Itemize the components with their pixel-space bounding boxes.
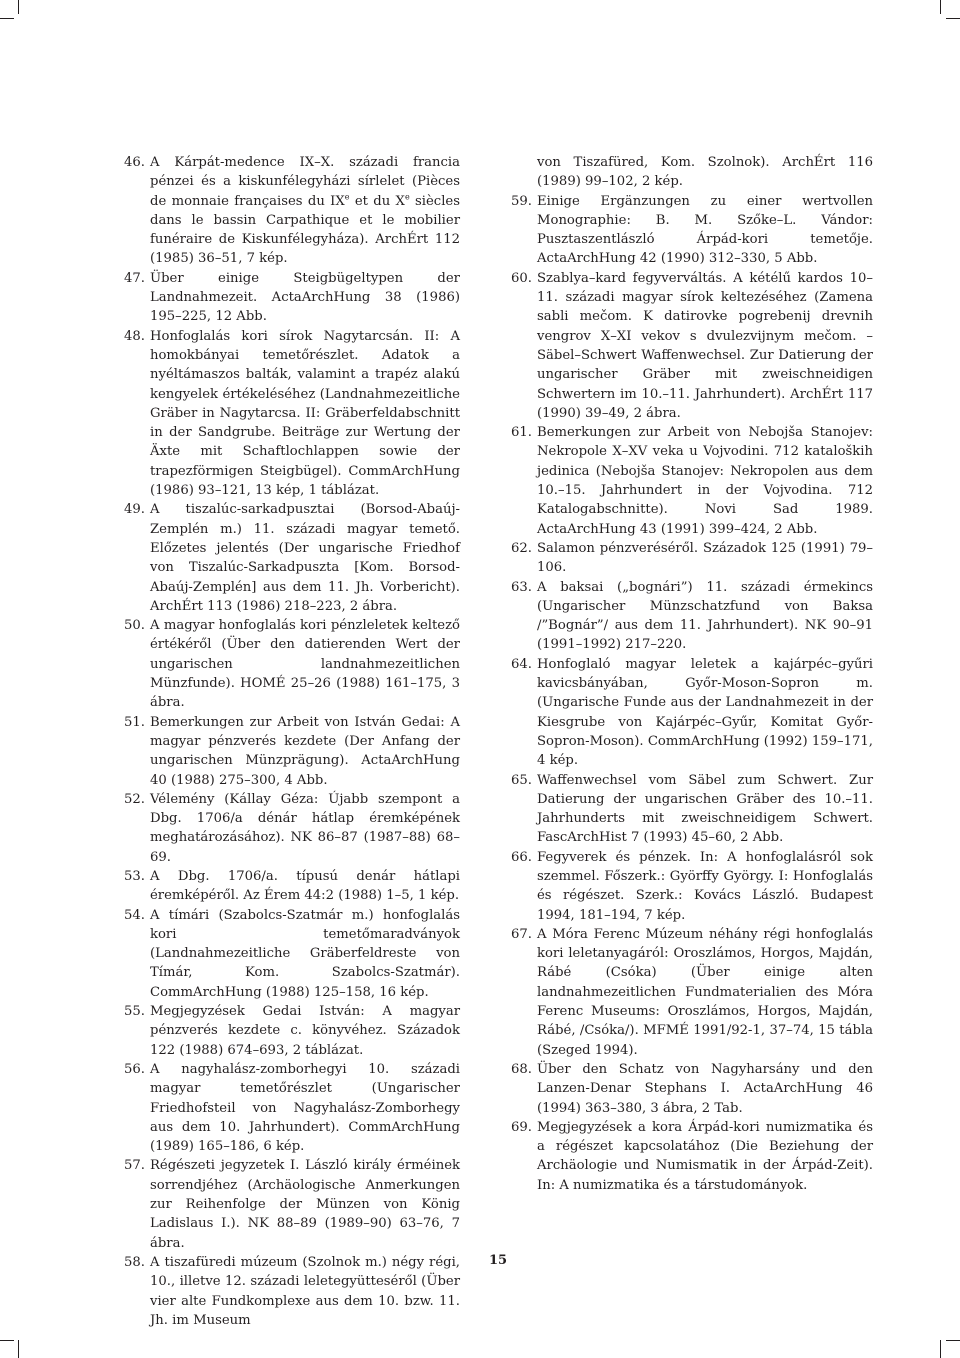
crop-mark-bottom-right xyxy=(940,1340,941,1358)
crop-mark-right-bottom xyxy=(946,1340,960,1341)
reference-text: A nagyhalász-zomborhegyi 10. századi magyar temetőrészlet (Ungarischer Friedhofsteil von Nagyhalász-Zomborhegy aus dem 10. Jahrhundert). CommArchHung (1989) 165–186, 6 kép. xyxy=(150,1061,460,1155)
reference-entry xyxy=(124,1002,460,1060)
reference-number: 58. xyxy=(124,1254,145,1270)
reference-entry xyxy=(511,771,873,848)
reference-number: 52. xyxy=(124,791,145,807)
reference-number: 60. xyxy=(511,270,532,286)
reference-text: Régészeti jegyzetek I. László király érméinek sorrendjéhez (Archäologische Anmerkungen zur Reihenfolge der Münzen von König Ladislaus I.). NK 88–89 (1989–90) 63–76, 7 ábra. xyxy=(150,1158,460,1251)
reference-entry xyxy=(511,925,873,1060)
reference-text: von Tiszafüred, Kom. Szolnok). ArchÉrt 116 (1989) 99–102, 2 kép. xyxy=(537,155,873,190)
reference-text: Einige Ergänzungen zu einer wertvollen Monographie: B. M. Szőke–L. Vándor: Pusztaszentlászló Árpád-kori temetője. ActaArchHung 42 (1990) 312–330, 5 Abb. xyxy=(537,193,873,267)
reference-number: 47. xyxy=(124,270,145,286)
reference-text: Bemerkungen zur Arbeit von Nebojša Stanojev: Nekropole X–XV veka u Vojvodini. 712 kataloških jedinica (Nebojša Stanojev: Nekropolen aus dem 10.–15. Jahrhundert in der Vojvodina. 712 Katalogabschnitte). Novi Sad 1989. ActaArchHung 43 (1991) 399–424, 2 Abb. xyxy=(537,425,873,537)
reference-entry xyxy=(511,539,873,578)
crop-mark-right-top xyxy=(946,18,960,19)
reference-entry xyxy=(511,423,873,539)
superscript: e xyxy=(404,192,410,202)
crop-mark-top-right xyxy=(940,0,941,14)
reference-number: 68. xyxy=(511,1061,532,1077)
right-column xyxy=(511,153,873,1195)
reference-entry xyxy=(511,1118,873,1195)
reference-text: A tiszafüredi múzeum (Szolnok m.) négy régi, 10., illetve 12. századi leletegyütteséről (Über vier alte Fundkomplexe aus dem 10. bzw. 11. Jh. im Museum xyxy=(150,1254,460,1328)
reference-text: Bemerkungen zur Arbeit von István Gedai: A magyar pénzverés kezdete (Der Anfang der ungarischen Münzprägung). ActaArchHung 40 (1988) 275–300, 4 Abb. xyxy=(150,714,460,788)
reference-entry xyxy=(124,616,460,712)
superscript: e xyxy=(344,192,350,202)
reference-text: Über den Schatz von Nagyharsány und den Lanzen-Denar Stephans I. ActaArchHung 46 (1994) 363–380, 3 ábra, 2 Tab. xyxy=(537,1061,873,1116)
reference-text: Fegyverek és pénzek. In: A honfoglalásról sok szemmel. Főszerk.: Györffy György. I: Honfoglalás és régészet. Szerk.: Kovács László. Budapest 1994, 181–194, 7 kép. xyxy=(537,849,873,923)
reference-entry xyxy=(511,1060,873,1118)
reference-text: et du X xyxy=(349,193,405,209)
reference-entry xyxy=(124,153,460,269)
reference-number: 57. xyxy=(124,1158,145,1174)
reference-text: A baksai („bognári”) 11. századi érmekincs (Ungarischer Münzschatzfund von Baksa /”Bognár”/ aus dem 11. Jahrhundert). NK 90–91 (1991–1992) 217–220. xyxy=(537,579,873,653)
reference-entry xyxy=(124,327,460,501)
reference-entry xyxy=(124,1156,460,1252)
reference-entry xyxy=(124,1060,460,1156)
reference-number: 56. xyxy=(124,1061,145,1077)
reference-text: Über einige Steigbügeltypen der Landnahmezeit. ActaArchHung 38 (1986) 195–225, 12 Abb. xyxy=(150,270,460,325)
reference-text: siècles dans le bassin Carpathique et le mobilier funéraire de Kiskunfélegyháza). ArchÉrt 112 (1985) 36–51, 7 kép. xyxy=(150,193,460,267)
reference-number: 64. xyxy=(511,656,532,672)
reference-text: Megjegyzések a kora Árpád-kori numizmatika és a régészet kapcsolatához (Die Beziehung der Archäologie und Numismatik in der Árpád-Zeit). In: A numizmatika és a társtudományok. xyxy=(537,1119,873,1193)
crop-mark-left-top xyxy=(0,18,14,19)
reference-text: Megjegyzések Gedai István: A magyar pénzverés kezdete c. könyvéhez. Századok 122 (1988) 674–693, 2 táblázat. xyxy=(150,1004,460,1058)
reference-number: 69. xyxy=(511,1119,532,1135)
crop-mark-left-bottom xyxy=(0,1340,14,1341)
reference-number: 62. xyxy=(511,540,532,556)
reference-number: 66. xyxy=(511,849,532,865)
crop-mark-bottom-left xyxy=(18,1340,19,1358)
reference-entry xyxy=(511,848,873,925)
reference-entry xyxy=(124,713,460,790)
reference-number: 51. xyxy=(124,714,145,730)
reference-number: 53. xyxy=(124,868,145,884)
reference-number: 50. xyxy=(124,618,145,634)
reference-number: 55. xyxy=(124,1004,145,1020)
reference-entry xyxy=(124,500,460,616)
reference-entry xyxy=(511,192,873,269)
reference-text: Salamon pénzveréséről. Századok 125 (1991) 79–106. xyxy=(537,540,873,576)
reference-text: A magyar honfoglalás kori pénzleletek keltező értékéről (Über den datierenden Wert der ungarischen landnahmezeitlichen Münzfunde). HOMÉ 25–26 (1988) 161–175, 3 ábra. xyxy=(150,618,460,711)
reference-number: 46. xyxy=(124,155,145,170)
crop-mark-top-left xyxy=(18,0,19,14)
reference-number: 61. xyxy=(511,425,532,441)
reference-entry xyxy=(511,269,873,423)
left-column xyxy=(124,153,460,1330)
reference-entry xyxy=(124,790,460,867)
reference-number: 59. xyxy=(511,193,532,209)
reference-text: A Dbg. 1706/a. típusú denár hátlapi éremképéről. Az Érem 44:2 (1988) 1–5, 1 kép. xyxy=(150,868,460,904)
reference-entry xyxy=(511,578,873,655)
reference-text: Waffenwechsel vom Säbel zum Schwert. Zur Datierung der ungarischen Gräber des 10.–11. Jahrhunderts mit zweischneidigem Schwert. FascArchHist 7 (1993) 45–60, 2 Abb. xyxy=(537,772,873,846)
reference-number: 49. xyxy=(124,502,145,518)
reference-number: 63. xyxy=(511,579,532,595)
reference-text: A tímári (Szabolcs-Szatmár m.) honfoglalás kori temetőmaradványok (Landnahmezeitliche Gräberfeldreste von Tímár, Kom. Szabolcs-Szatmár). CommArchHung (1988) 125–158, 16 kép. xyxy=(150,907,460,1000)
reference-text: Szablya–kard fegyverváltás. A kétélű kardos 10–11. századi magyar sírok keltezéséhez (Zamena sabli mečom. K datirovke pogrebenij drevnih vengrov X–XI vekov s dvulezvijnym mečom. – Säbel–Schwert Waffenwechsel. Zur Datierung der ungarischer Gräber mit zweischneidigen Schwertern im 10.–11. Jahrhundert). ArchÉrt 117 (1990) 39–49, 2 ábra. xyxy=(537,270,873,421)
reference-number: 65. xyxy=(511,772,532,788)
reference-entry xyxy=(511,655,873,771)
page-number: 15 xyxy=(488,1253,508,1268)
reference-number: 54. xyxy=(124,907,145,923)
reference-number: 67. xyxy=(511,926,532,942)
reference-text: A Kárpát-medence IX–X. századi francia pénzei és a kiskunfélegyházi sírlelet (Pièces de monnaie françaises du IX xyxy=(150,155,460,209)
reference-entry xyxy=(124,906,460,1002)
reference-number: 48. xyxy=(124,328,145,344)
reference-text: Honfoglalás kori sírok Nagytarcsán. II: A homokbányai temetőrészlet. Adatok a nyéltámaszos balták, valamint a trapéz alakú kengyelek értékeléséhez (Landnahmezeitliche Gräber in Nagytarcsa. II: Gräberfeldabschnitt in der Sandgrube. Beiträge zur Wertung der Äxte mit Schaftlochlappen sowie der trapezförmigen Steigbügel). CommArchHung (1986) 93–121, 13 kép, 1 táblázat. xyxy=(150,328,460,499)
reference-text: Honfoglaló magyar leletek a kajárpéc–gyűri kavicsbányában, Győr-Moson-Sopron m. (Ungarische Funde aus der Landnahmezeit in der Kiesgrube von Kajárpéc–Gyűr, Komitat Győr-Sopron-Moson). CommArchHung (1992) 159–171, 4 kép. xyxy=(537,656,873,769)
reference-text: A tiszalúc-sarkadpusztai (Borsod-Abaúj-Zemplén m.) 11. századi magyar temető. Előzetes jelentés (Der ungarische Friedhof von Tiszalúc-Sarkadpuszta [Kom. Borsod-Abaúj-Zemplén] aus dem 11. Jh. Vorbericht). ArchÉrt 113 (1986) 218–223, 2 ábra. xyxy=(150,502,460,614)
reference-entry xyxy=(124,269,460,327)
reference-entry xyxy=(511,153,873,192)
reference-text: Vélemény (Kállay Géza: Újabb szempont a Dbg. 1706/a dénár hátlap éremképének meghatározásához). NK 86–87 (1987–88) 68–69. xyxy=(150,791,460,865)
reference-text: A Móra Ferenc Múzeum néhány régi honfoglalás kori leletanyagáról: Oroszlámos, Horgos, Majdán, Rábé (Csóka) (Über einige alten landnahmezeitlichen Fundmaterialien des Móra Ferenc Museums: Oroszlámos, Horgos, Majdán, Rábé, /Csóka/). MFMÉ 1991/92-1, 37–74, 15 tábla (Szeged 1994). xyxy=(537,926,873,1058)
reference-entry xyxy=(124,867,460,906)
